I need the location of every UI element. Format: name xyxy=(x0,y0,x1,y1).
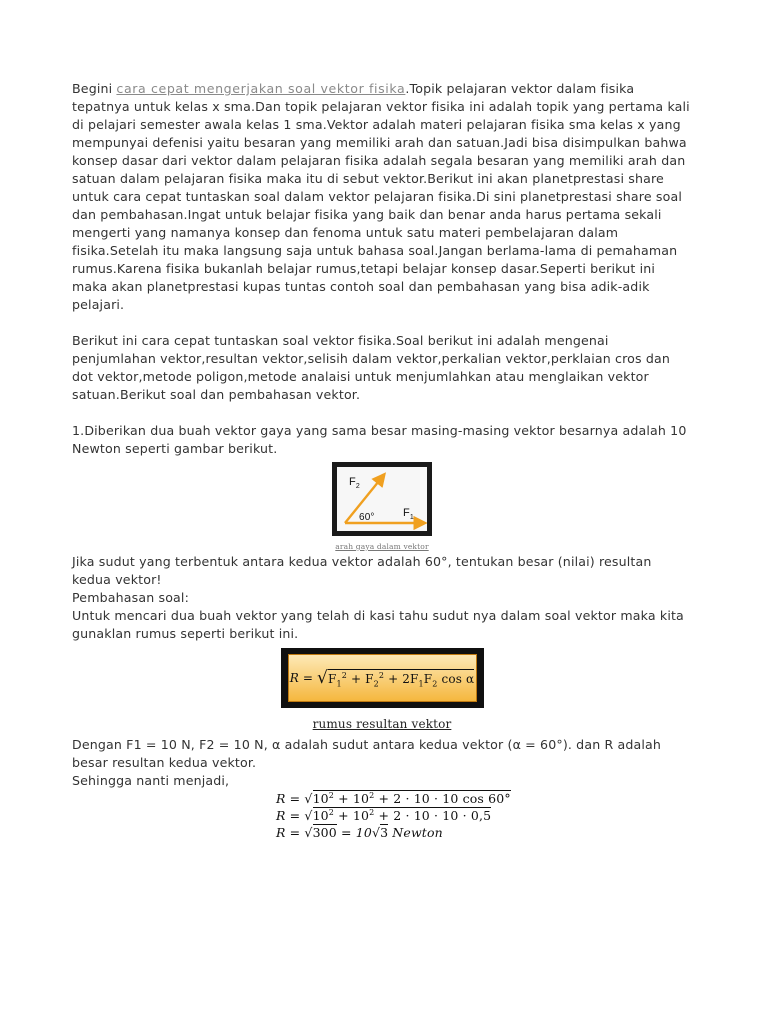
vector-diagram-svg xyxy=(337,467,427,531)
f1-label: $F_1$ xyxy=(403,507,414,521)
topics-paragraph: Berikut ini cara cepat tuntaskan soal vektor fisika.Soal berikut ini adalah mengenai penjumlahan vektor,resultan vektor,selisih dalam vektor,perkalian vektor,perklaian cros dan dot vektor,metode poligon,metode analaisi untuk menjumlahkan atau menglaikan vektor satuan.Berikut soal dan pembahasan vektor. xyxy=(72,333,671,402)
result-intro-text: Sehingga nanti menjadi, xyxy=(72,773,230,788)
intro-text: .Topik pelajaran vektor dalam fisika tepatnya untuk kelas x sma.Dan topik pelajaran vektor fisika ini adalah topik yang pertama kali di pelajari semester awala kelas 1 sma.Vektor adalah materi pelajaran fisika sma kelas x yang mempunyai defenisi yaitu besaran yang memiliki arah dan satuan.Jadi bisa disimpulkan bahwa konsep dasar dari vektor dalam pelajaran fisika adalah segala besaran yang memiliki arah dan satuan dalam pelajaran fisika maka itu di sebut vektor.Berikut ini akan planetprestasi share untuk cara cepat tuntaskan soal dalam vektor pelajaran fisika.Di sini planetprestasi share soal dan pembahasan.Ingat untuk belajar fisika yang baik dan benar anda harus pertama sekali mengerti yang namanya konsep dan fenoma untuk satu materi pembelajaran dalam fisika.Setelah itu maka langsung saja untuk bahasa soal.Jangan berlama-lama di pemahaman rumus.Karena fisika bukanlah belajar rumus,tetapi belajar konsep dasar.Seperti berikut ini maka akan planetprestasi kupas tuntas contoh soal dan pembahasan yang bisa adik-adik pelajari. xyxy=(72,81,690,312)
formula-image xyxy=(281,648,484,708)
vector-diagram-image xyxy=(332,462,432,536)
question-1-text: 1.Diberikan dua buah vektor gaya yang sama besar masing-masing vektor besarnya adalah 10 Newton seperti gambar berikut. xyxy=(72,423,687,456)
calc-line-1: $R = √10^2 + 10^2 + 2 \cdot 10 \cdot 10$ cos 60° xyxy=(276,790,511,806)
solution-text: Untuk mencari dua buah vektor yang telah di kasi tahu sudut nya dalam soal vektor maka kita gunaklan rumus seperti berikut ini. xyxy=(72,608,684,641)
formula-caption: rumus resultan vektor xyxy=(312,717,452,731)
angle-label: 60° xyxy=(359,512,375,523)
solution-heading: Pembahasan soal: xyxy=(72,590,189,605)
article-title-link[interactable]: cara cepat mengerjakan soal vektor fisika xyxy=(116,81,406,96)
calc-line-2: $R = √10^2 + 10^2 + 2 \cdot 10 \cdot 10 \cdot 0,5$ xyxy=(276,807,492,823)
article-body xyxy=(72,80,692,841)
intro-prefix: Begini xyxy=(72,81,117,96)
f2-label: $F_2$ xyxy=(349,476,360,490)
calc-line-3: R = √300 = 10√3 Newton xyxy=(276,825,443,840)
figure-caption: arah gaya dalam vektor xyxy=(335,542,429,551)
resultant-formula: R = √ $F_1^2 + F_2^2 + 2F_1F_2$ cos α xyxy=(288,654,477,702)
paragraph-gap xyxy=(72,404,692,422)
calculation-steps xyxy=(276,790,692,841)
formula-block xyxy=(72,643,692,732)
paragraph-gap xyxy=(72,314,692,332)
question-1-ask: Jika sudut yang terbentuk antara kedua vektor adalah 60°, tentukan besar (nilai) resultan kedua vektor! xyxy=(72,554,652,587)
intro-paragraph xyxy=(72,80,692,314)
given-values-text: Dengan F1 = 10 N, F2 = 10 N, α adalah sudut antara kedua vektor (α = 60°). dan R adalah besar resultan kedua vektor. xyxy=(72,737,662,770)
vector-figure-block xyxy=(72,458,692,553)
